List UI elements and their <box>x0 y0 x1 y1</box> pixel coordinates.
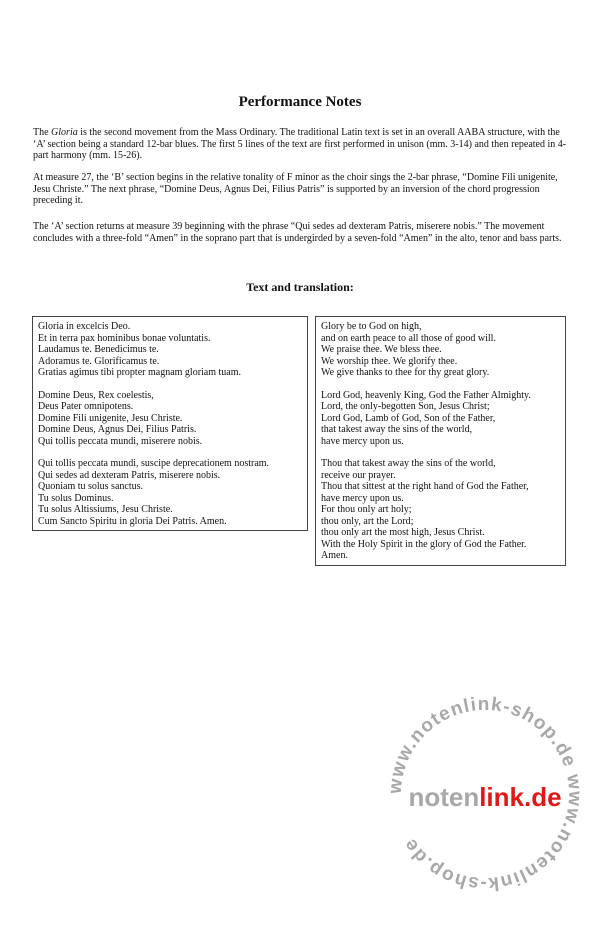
english-line: Lord, the only-begotten Son, Jesus Christ; <box>321 401 490 412</box>
page-title: Performance Notes <box>238 94 362 110</box>
notes-paragraph-3: The ‘A’ section returns at measure 39 beginning with the phrase “Qui sedes ad dexteram Patris, miserere nobis.” The movement concludes with a three-fold “Amen” in the soprano part that is undergirded by a seven-fold “Amen” in the alto, tenor and bass parts. <box>33 221 562 244</box>
english-line: thou only, art the Lord; <box>321 515 414 527</box>
english-line: Lord God, heavenly King, God the Father Almighty. <box>321 389 531 401</box>
english-line: receive our prayer. <box>321 469 396 481</box>
latin-line: Et in terra pax hominibus bonae voluntatis. <box>38 332 211 344</box>
english-line: For thou only art holy; <box>321 504 412 515</box>
latin-line: Domine Fili unigenite, Jesu Christe. <box>38 412 183 424</box>
latin-line: Adoramus te. Glorificamus te. <box>38 355 160 367</box>
english-line: Glory be to God on high, <box>321 321 422 332</box>
notenlink-stamp-watermark <box>385 694 585 894</box>
latin-line: Cum Sancto Spiritu in gloria Dei Patris. Amen. <box>38 515 227 527</box>
english-line: Lord God, Lamb of God, Son of the Father, <box>321 412 496 424</box>
english-stanza <box>321 458 560 562</box>
english-line: Amen. <box>321 550 348 561</box>
latin-stanza <box>38 321 302 379</box>
latin-text-box <box>32 316 308 531</box>
latin-stanza <box>38 458 302 527</box>
latin-line: Qui tollis peccata mundi, miserere nobis. <box>38 435 203 447</box>
english-line: thou only art the most high, Jesus Christ. <box>321 527 485 538</box>
latin-line: Laudamus te. Benedicimus te. <box>38 344 159 355</box>
notes-paragraph-1 <box>33 127 573 162</box>
latin-line: Gloria in excelcis Deo. <box>38 321 131 332</box>
english-line: have mercy upon us. <box>321 492 404 504</box>
notes-text: is the second movement from the Mass Ordinary. The traditional Latin text is set in an overall AABA structure, with the ‘A’ section being a standard 12-bar blues. The first 5 lines of the text are first performed in unison (mm. 3-14) and then repeated in 4-part harmony (mm. 15-26). <box>33 127 567 161</box>
latin-line: Tu solus Dominus. <box>38 492 114 504</box>
latin-line: Gratias agimus tibi propter magnam gloriam tuam. <box>38 367 242 378</box>
english-line: We praise thee. We bless thee. <box>321 344 442 355</box>
notes-italic-text: Gloria <box>51 127 78 138</box>
notes-paragraph-2: At measure 27, the ‘B’ section begins in the relative tonality of F minor as the choir sings the 2-bar phrase, “Domine Fili unigenite, Jesu Christe.” The next phrase, “Domine Deus, Agnus Dei, Filius Patris” is supported by an inversion of the chord progression preceding it. <box>33 172 558 206</box>
latin-line: Quoniam tu solus sanctus. <box>38 481 143 492</box>
latin-line: Domine Deus, Agnus Dei, Filius Patris. <box>38 424 197 435</box>
stamp-ring-text: www.notenlink-shop.de www.notenlink-shop.de <box>385 694 585 894</box>
latin-line: Qui tollis peccata mundi, suscipe deprecationem nostram. <box>38 458 270 469</box>
latin-line: Domine Deus, Rex coelestis, <box>38 389 154 401</box>
english-line: Thou that sittest at the right hand of God the Father, <box>321 481 529 492</box>
english-line: Thou that takest away the sins of the world, <box>321 458 496 469</box>
english-stanza <box>321 390 560 448</box>
stamp-center-text: notenlink.de <box>408 782 562 812</box>
latin-line: Tu solus Altissiums, Jesu Christe. <box>38 504 173 515</box>
english-line: With the Holy Spirit in the glory of God the Father. <box>321 538 527 550</box>
english-stanza <box>321 321 560 379</box>
latin-stanza <box>38 390 302 448</box>
english-line: We give thanks to thee for thy great glory. <box>321 367 490 378</box>
latin-line: Qui sedes ad dexteram Patris, miserere nobis. <box>38 469 221 481</box>
english-line: We worship thee. We glorify thee. <box>321 355 458 367</box>
english-line: that takest away the sins of the world, <box>321 424 473 435</box>
english-translation-box <box>315 316 566 566</box>
english-line: have mercy upon us. <box>321 435 404 447</box>
latin-line: Deus Pater omnipotens. <box>38 401 134 412</box>
section-subtitle: Text and translation: <box>246 280 354 294</box>
notes-text: The <box>33 127 52 138</box>
english-line: and on earth peace to all those of good will. <box>321 332 496 344</box>
